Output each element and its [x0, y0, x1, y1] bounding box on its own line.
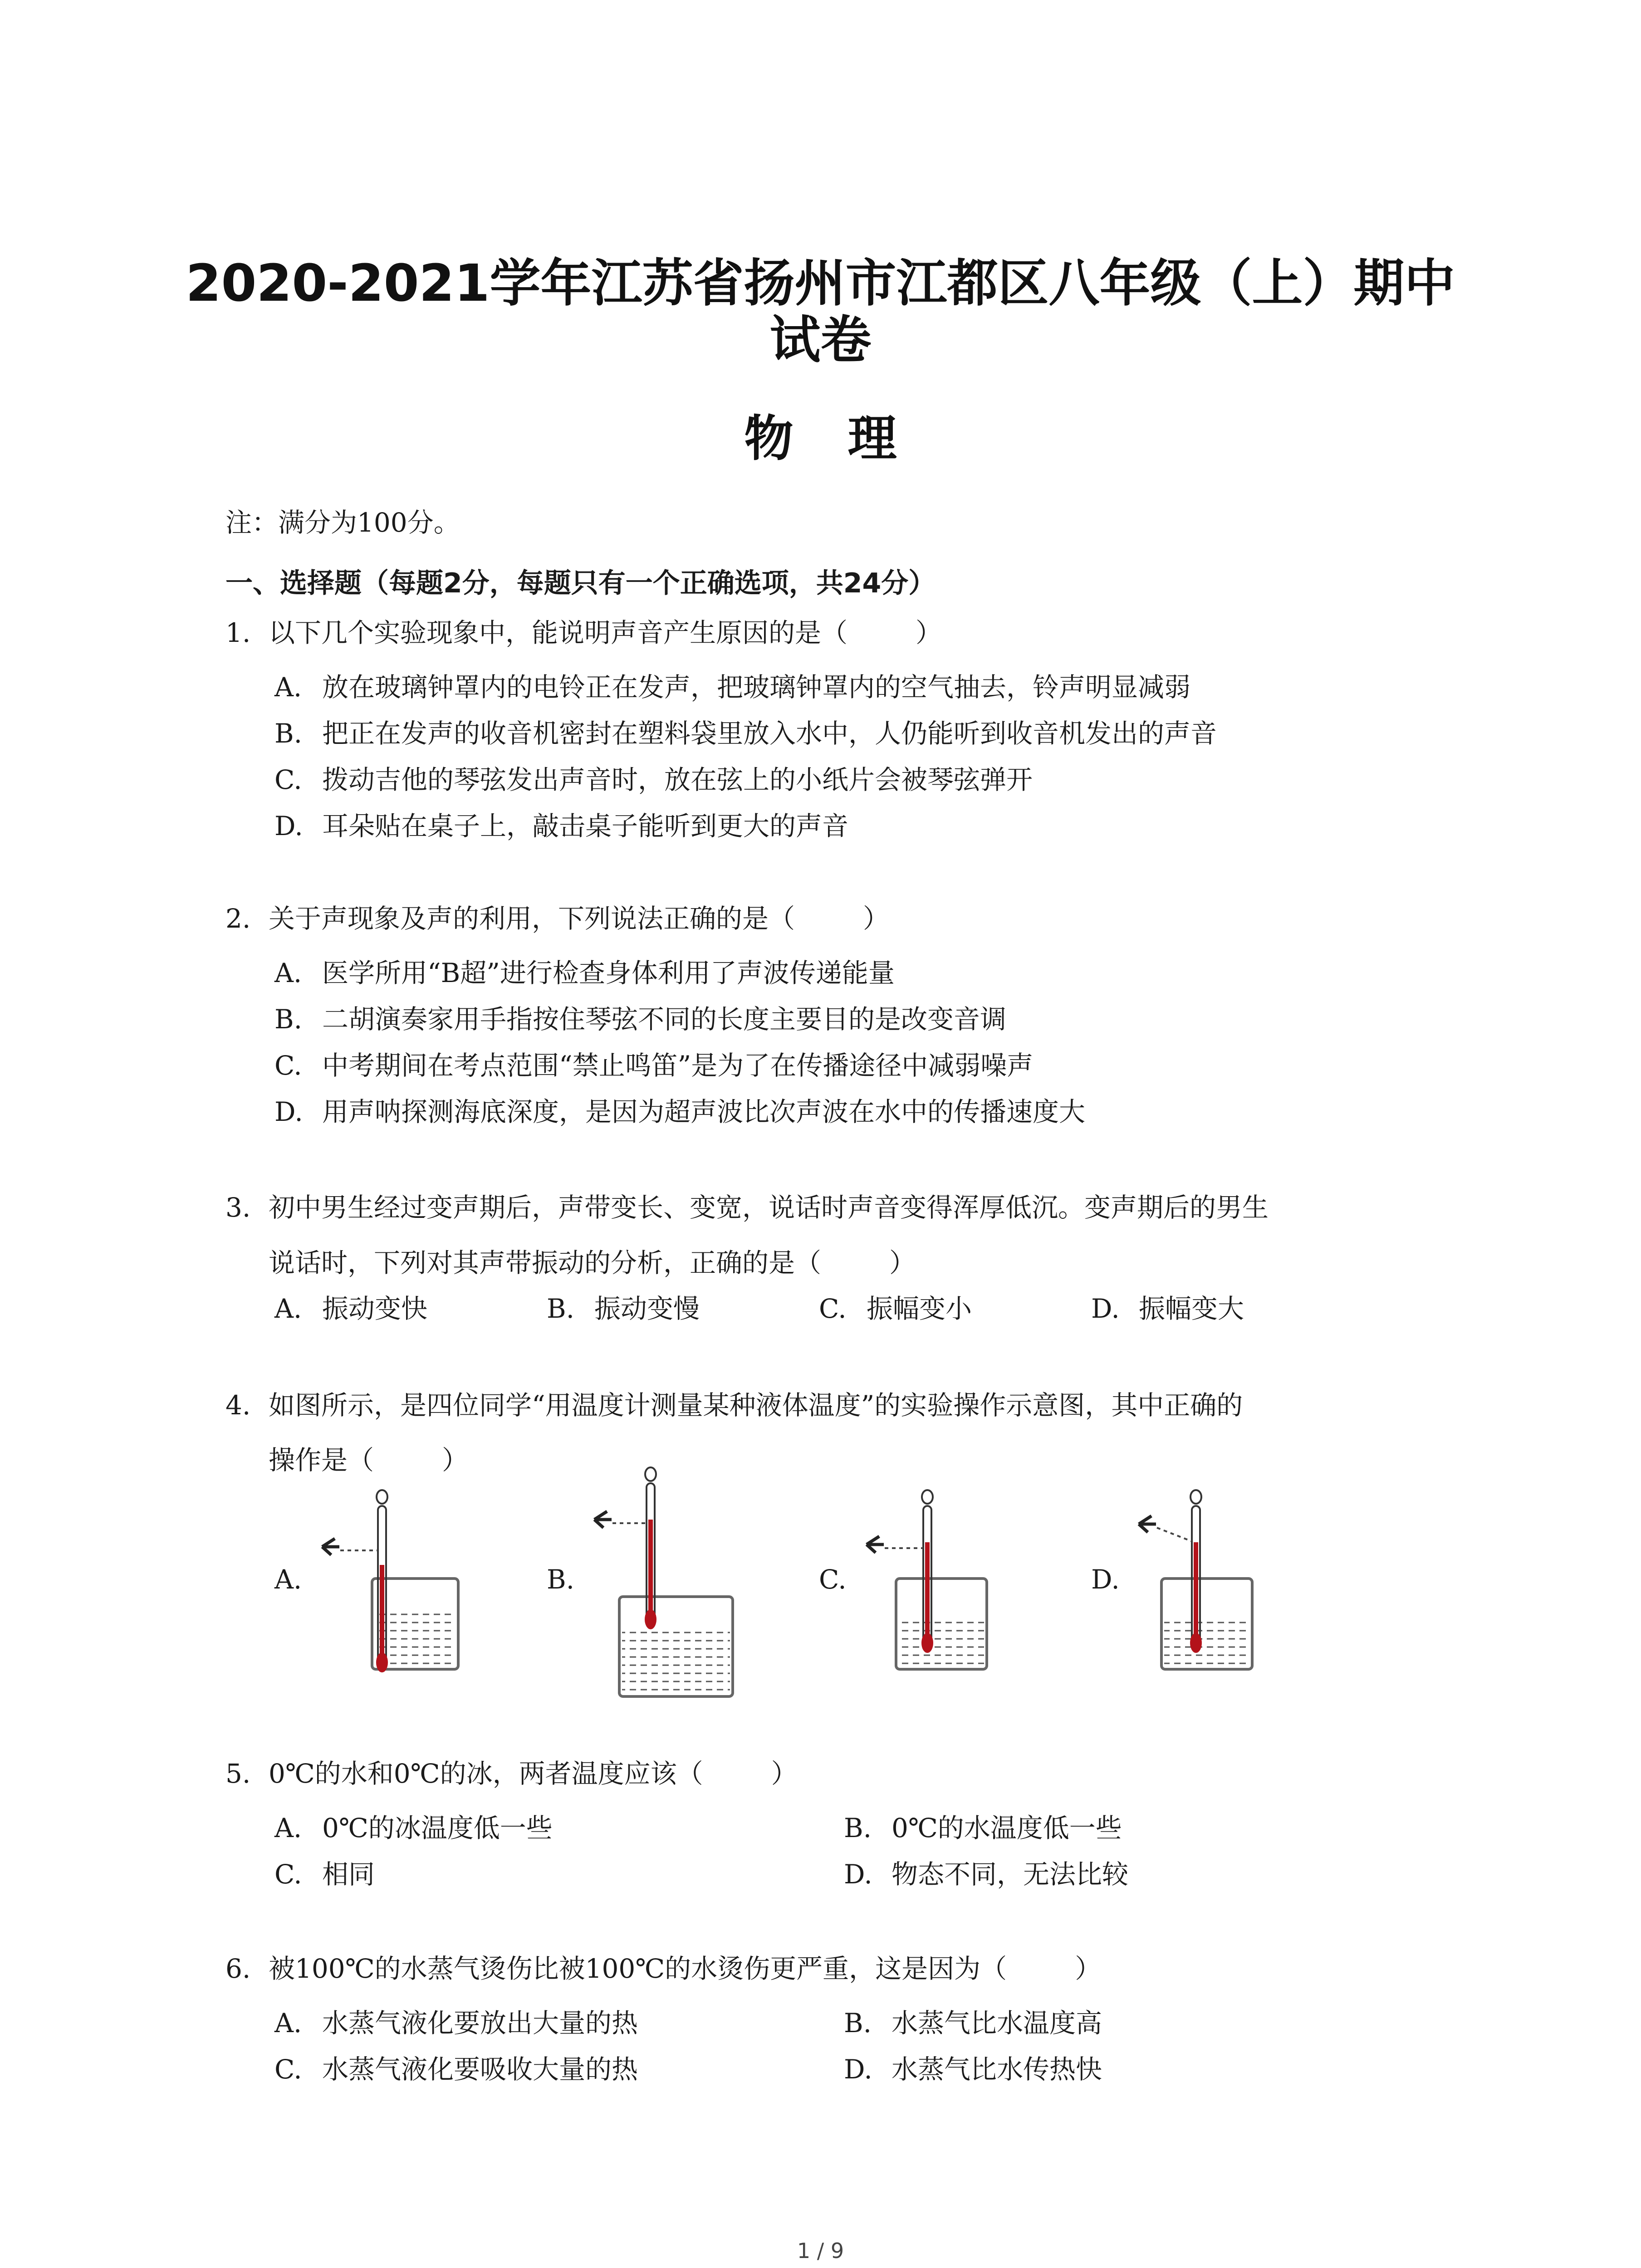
exam-title-line1: 2020-2021学年江苏省扬州市江都区八年级（上）期中 — [186, 254, 1455, 313]
question-4-line2 — [269, 1439, 468, 1477]
thermometer-figure-d — [1130, 1488, 1293, 1687]
option-6b — [844, 2002, 1102, 2040]
option-2c — [274, 1044, 1033, 1082]
subject-heading: 物理 — [744, 411, 951, 467]
thermometer-figure-c — [857, 1488, 1021, 1687]
option-text: 把正在发声的收音机密封在塑料袋里放入水中，人仍能听到收音机发出的声音 — [322, 718, 1217, 749]
option-label: D. — [1091, 1293, 1120, 1324]
page-number: 1 / 9 — [797, 2239, 844, 2263]
option-3c — [819, 1287, 972, 1325]
option-label: A. — [274, 2008, 302, 2038]
question-stem: 以下几个实验现象中，能说明声音产生原因的是（ — [269, 617, 848, 648]
question-3-line2 — [269, 1242, 916, 1280]
option-2b — [274, 998, 1006, 1036]
option-label: A. — [274, 958, 302, 988]
option-text: 拨动吉他的琴弦发出声音时，放在弦上的小纸片会被琴弦弹开 — [322, 764, 1033, 795]
option-text: 水蒸气液化要放出大量的热 — [322, 2008, 638, 2038]
thermometer-bulb — [1190, 1633, 1202, 1653]
option-3a — [274, 1287, 427, 1325]
question-2 — [225, 896, 889, 941]
option-label: D. — [844, 2054, 872, 2085]
option-text: 0℃的水温度低一些 — [892, 1813, 1122, 1843]
option-text: 振幅变小 — [867, 1293, 972, 1324]
question-4 — [225, 1383, 1243, 1428]
option-text: 用声呐探测海底深度，是因为超声波比次声波在水中的传播速度大 — [322, 1096, 1086, 1127]
option-label: B. — [274, 718, 303, 749]
question-5 — [225, 1751, 798, 1796]
option-label: C. — [274, 764, 302, 795]
question-number: 3. — [225, 1192, 251, 1223]
option-label: C. — [819, 1293, 847, 1324]
question-stem-line2: 说话时，下列对其声带振动的分析，正确的是（ — [269, 1247, 822, 1278]
section-heading: 一、选择题（每题2分，每题只有一个正确选项，共24分） — [225, 567, 936, 599]
option-6c — [274, 2048, 638, 2086]
option-text: 放在玻璃钟罩内的电铃正在发声，把玻璃钟罩内的空气抽去，铃声明显减弱 — [322, 672, 1191, 703]
question-number: 1. — [225, 617, 251, 648]
thermometer-figure-a — [313, 1488, 476, 1687]
liquid — [899, 1619, 984, 1667]
question-stem-line2: 操作是（ — [269, 1445, 374, 1476]
figure-label-d: D. — [1091, 1564, 1120, 1595]
option-1b — [274, 712, 1217, 750]
thermometer-figure-b — [585, 1465, 758, 1710]
question-stem-end: ） — [889, 1247, 916, 1278]
question-stem: 关于声现象及声的利用，下列说法正确的是（ — [269, 903, 795, 934]
option-label: A. — [274, 672, 302, 703]
question-stem: 被100℃的水蒸气烫伤比被100℃的水烫伤更严重，这是因为（ — [269, 1953, 1007, 1984]
figure-label-b: B. — [547, 1564, 575, 1595]
option-6a — [274, 2002, 638, 2040]
option-text: 相同 — [322, 1859, 375, 1890]
score-note: 注：满分为100分。 — [225, 507, 460, 538]
option-text: 水蒸气比水传热快 — [892, 2054, 1102, 2085]
option-text: 振动变快 — [322, 1293, 428, 1324]
option-text: 水蒸气液化要吸收大量的热 — [322, 2054, 638, 2085]
option-label: D. — [844, 1859, 872, 1890]
question-number: 2. — [225, 903, 251, 934]
eye-icon — [322, 1539, 339, 1555]
thermometer-bulb — [645, 1609, 656, 1629]
thermometer-bulb — [376, 1652, 388, 1672]
option-1d — [274, 805, 848, 843]
option-label: B. — [844, 1813, 872, 1843]
question-6 — [225, 1946, 1101, 1991]
option-label: D. — [274, 1096, 303, 1127]
question-stem-end: ） — [771, 1758, 798, 1789]
question-number: 4. — [225, 1390, 251, 1421]
liquid — [622, 1631, 730, 1694]
question-number: 6. — [225, 1953, 251, 1984]
question-1 — [225, 610, 942, 655]
option-5b — [844, 1807, 1122, 1845]
option-label: B. — [844, 2008, 872, 2038]
option-1c — [274, 758, 1033, 797]
question-stem-end: ） — [1075, 1953, 1102, 1984]
option-text: 二胡演奏家用手指按住琴弦不同的长度主要目的是改变音调 — [322, 1004, 1007, 1035]
eye-icon — [867, 1536, 884, 1553]
option-3b — [547, 1287, 700, 1325]
option-text: 医学所用“B超”进行检查身体利用了声波传递能量 — [322, 958, 895, 988]
figure-label-c: C. — [819, 1564, 847, 1595]
question-number: 5. — [225, 1758, 251, 1789]
option-2a — [274, 952, 895, 990]
option-label: B. — [274, 1004, 303, 1035]
eye-icon — [594, 1511, 612, 1528]
mercury-column — [925, 1542, 930, 1637]
option-5c — [274, 1853, 375, 1891]
question-stem: 0℃的水和0℃的冰，两者温度应该（ — [269, 1758, 703, 1789]
option-label: A. — [274, 1813, 302, 1843]
option-text: 物态不同，无法比较 — [892, 1859, 1129, 1890]
question-stem-end: ） — [916, 617, 942, 648]
mercury-column — [648, 1520, 653, 1615]
question-stem-end: ） — [863, 903, 890, 934]
question-stem: 如图所示，是四位同学“用温度计测量某种液体温度”的实验操作示意图，其中正确的 — [269, 1390, 1243, 1421]
option-5d — [844, 1853, 1128, 1891]
question-3 — [225, 1185, 1269, 1230]
option-text: 振幅变大 — [1139, 1293, 1244, 1324]
option-text: 中考期间在考点范围“禁止鸣笛”是为了在传播途径中减弱噪声 — [322, 1050, 1034, 1081]
eye-icon — [1139, 1516, 1156, 1532]
option-label: A. — [274, 1293, 302, 1324]
liquid — [1164, 1617, 1249, 1667]
figure-label-a: A. — [274, 1564, 302, 1595]
thermometer-bulb — [921, 1633, 933, 1653]
option-text: 振动变慢 — [594, 1293, 700, 1324]
option-text: 耳朵贴在桌子上，敲击桌子能听到更大的声音 — [322, 811, 849, 841]
option-2d — [274, 1090, 1085, 1129]
option-label: B. — [547, 1293, 575, 1324]
option-text: 0℃的冰温度低一些 — [322, 1813, 553, 1843]
mercury-column — [1194, 1542, 1198, 1637]
option-label: D. — [274, 811, 303, 841]
option-label: C. — [274, 2054, 302, 2085]
mercury-column — [380, 1565, 384, 1660]
option-3d — [1091, 1287, 1244, 1325]
option-text: 水蒸气比水温度高 — [892, 2008, 1102, 2038]
option-6d — [844, 2048, 1102, 2086]
question-stem-end: ） — [442, 1445, 469, 1476]
question-stem: 初中男生经过变声期后，声带变长、变宽，说话时声音变得浑厚低沉。变声期后的男生 — [269, 1192, 1269, 1223]
option-5a — [274, 1807, 553, 1845]
option-label: C. — [274, 1859, 302, 1890]
option-label: C. — [274, 1050, 302, 1081]
exam-title-line2: 试卷 — [769, 311, 872, 370]
option-1a — [274, 666, 1190, 704]
